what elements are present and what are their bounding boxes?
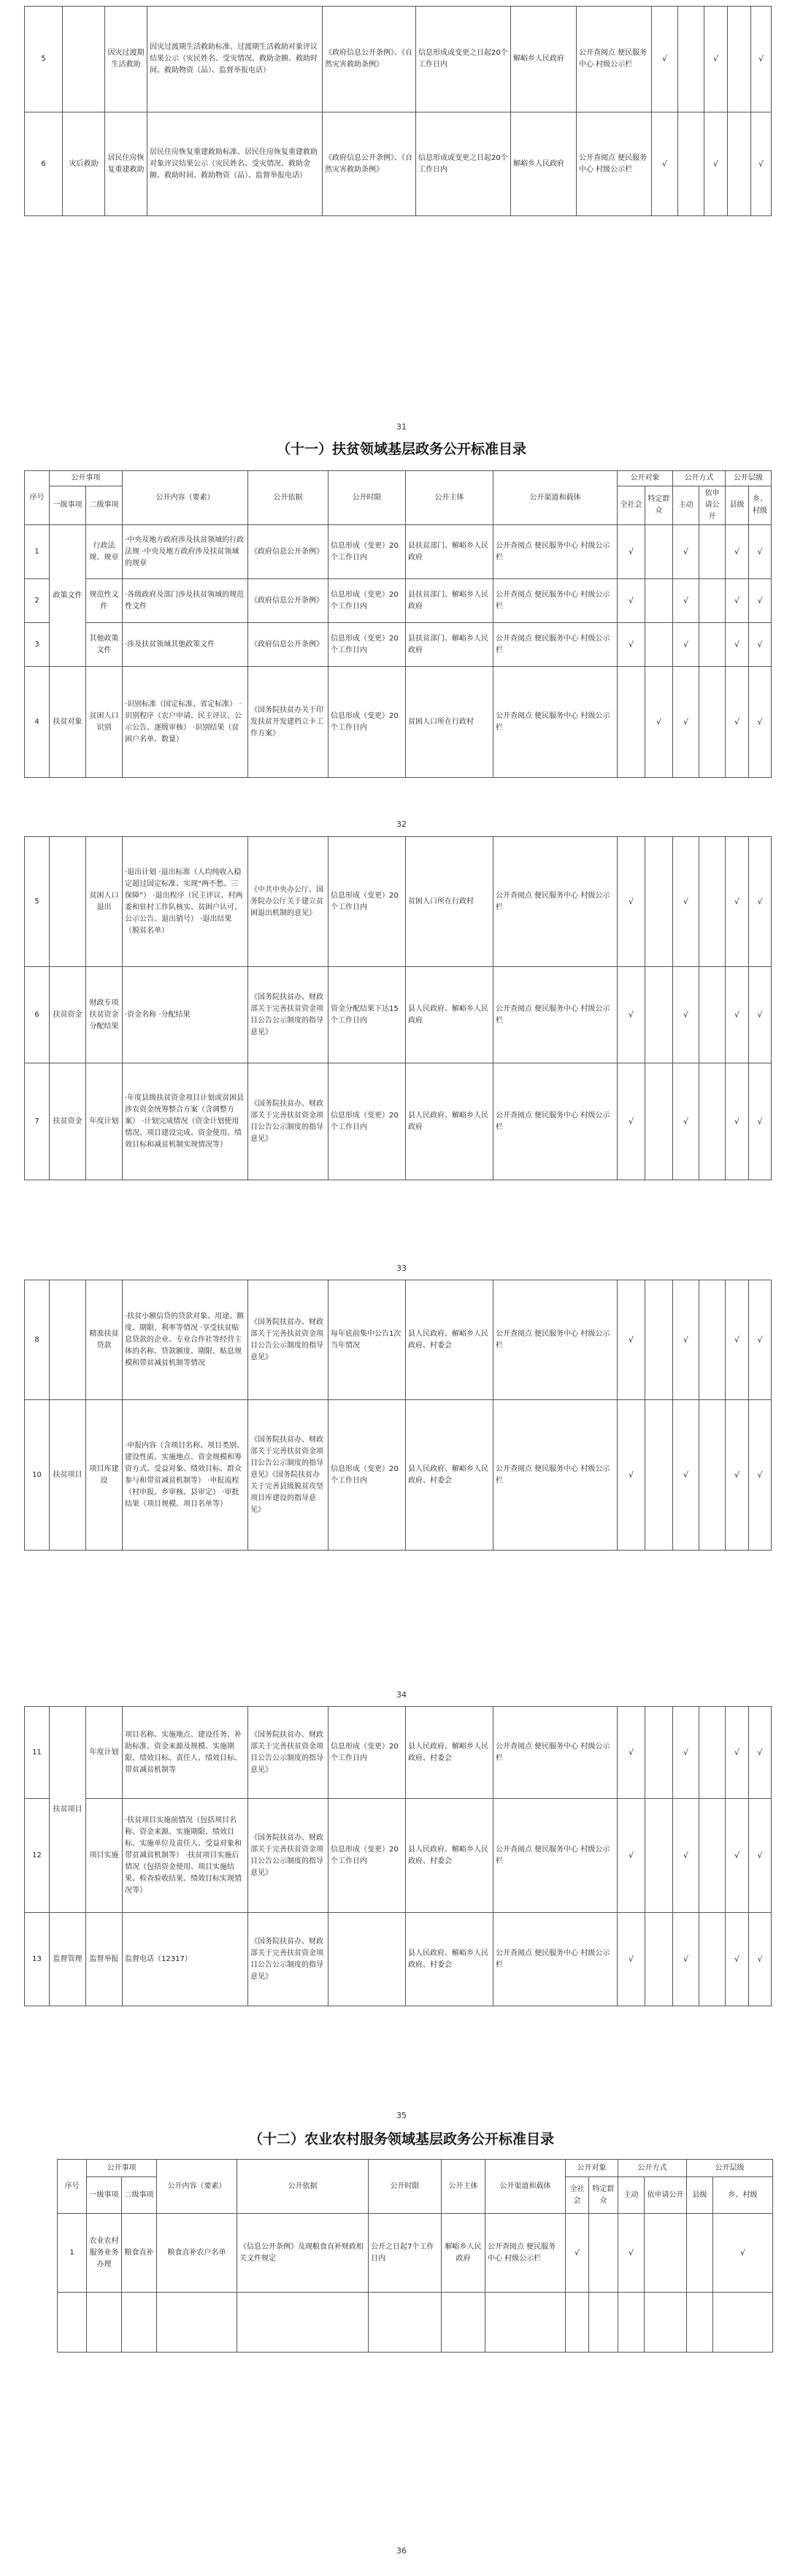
header-level: 公开层级 — [687, 2160, 773, 2177]
time-cell: 公开之日起7个工作日内 — [369, 2214, 442, 2293]
check-mark: √ — [673, 667, 699, 778]
check-mark: √ — [749, 967, 772, 1063]
basis-cell: 《政府信息公开条例》 — [248, 623, 328, 667]
header-no: 序号 — [58, 2160, 87, 2214]
header-channel: 公开渠道和载体 — [485, 2160, 566, 2214]
basis-cell: 《国务院扶贫办、财政部关于完善扶贫资金项目公告公示制度的指导意见》 — [248, 1913, 328, 2006]
time-cell: 信息形成（变更）20个工作日内 — [328, 667, 406, 778]
level1-item: 扶贫资金 — [50, 1063, 86, 1180]
row-number: 2 — [25, 579, 50, 623]
check-mark: √ — [673, 1400, 699, 1551]
subject-cell: 县人民政府、解峪乡人民政府、村委会 — [406, 1400, 493, 1551]
table-row-empty — [58, 2293, 773, 2353]
table-row — [58, 2214, 773, 2293]
row-number: 7 — [25, 1063, 50, 1180]
check-mark: √ — [749, 623, 772, 667]
row-number: 6 — [25, 112, 63, 216]
check-mark: √ — [618, 579, 645, 623]
header-way-active: 主动 — [618, 2177, 645, 2214]
subject-cell: 县人民政府、解峪乡人民政府、村委会 — [406, 1799, 493, 1913]
page-number: 36 — [396, 2546, 407, 2556]
table-row — [25, 112, 772, 216]
header-obj-specific: 特定群众 — [589, 2177, 618, 2214]
row-number: 1 — [25, 525, 50, 579]
check-mark: √ — [751, 7, 772, 112]
level2-item: 粮食直补 — [122, 2214, 157, 2293]
check-mark: √ — [749, 1280, 772, 1400]
subject-cell: 县扶贫部门、解峪乡人民政府 — [406, 579, 493, 623]
level2-item: 精准扶贫贷款 — [86, 1280, 123, 1400]
table-row — [25, 1063, 772, 1180]
check-mark: √ — [673, 967, 699, 1063]
row-number: 3 — [25, 623, 50, 667]
header-time: 公开时限 — [369, 2160, 442, 2214]
channel-cell: 公开查阅点 便民服务中心 村级公示栏 — [493, 1400, 618, 1551]
check-mark: √ — [618, 2214, 645, 2293]
time-cell: 信息形成或变更之日起20个工作日内 — [416, 7, 511, 112]
level1-item: 扶贫项目 — [50, 1707, 86, 1913]
level2-item: 年度计划 — [86, 1063, 123, 1180]
level2-item: 贫困人口识别 — [86, 667, 123, 778]
disaster-relief-table — [24, 6, 772, 216]
level1-item: 扶贫项目 — [50, 1400, 86, 1551]
level1-item: 灾后救助 — [63, 112, 105, 216]
subject-cell: 县人民政府、解峪乡人民政府 — [406, 967, 493, 1063]
row-number: 5 — [25, 7, 63, 112]
subject-cell: 解峪乡人民政府 — [511, 112, 577, 216]
page-number: 34 — [396, 1690, 407, 1700]
table-row — [25, 579, 772, 623]
content-cell: ·退出计划 ·退出标准（人均纯收入稳定超过国定标准、实现“两不愁、三保障”） ·退出程序（民主评议、村两委和驻村工作队核实、贫困户认可、公示公告、退出销号） ·退出结果（脱贫名单） — [123, 837, 248, 967]
basis-cell: 《国务院扶贫办、财政部关于完善扶贫资金项目公告公示制度的指导意见》 — [248, 1063, 328, 1180]
header-way-request: 依申请公开 — [645, 2177, 687, 2214]
content-cell: ·申报内容（含项目名称、项目类别、建设性质、实施地点、资金规模和筹资方式、受益对象、绩效目标、群众参与和带贫减贫机制等） ·申报流程（村申报、乡审核、县审定） ·审批结果（项目规模、项目名单等） — [123, 1400, 248, 1551]
level2-item: 项目库建设 — [86, 1400, 123, 1551]
subject-cell: 解峪乡人民政府 — [511, 7, 577, 112]
table-header-row — [58, 2160, 773, 2177]
check-mark: √ — [704, 112, 728, 216]
subject-cell: 县人民政府、解峪乡人民政府、村委会 — [406, 1707, 493, 1799]
check-mark: √ — [749, 525, 772, 579]
channel-cell: 公开查阅点 便民服务中心 村级公示栏 — [493, 837, 618, 967]
level1-item — [63, 7, 105, 112]
level1-item: 政策文件 — [50, 525, 86, 667]
time-cell: 信息形成（变更）20个工作日内 — [328, 623, 406, 667]
content-cell: 因灾过渡期生活救助标准、过渡期生活救助对象评议结果公示（灾民姓名、受灾情况、救助金额、救助时间、救助物资（品）、监督举报电话） — [147, 7, 323, 112]
basis-cell: 《政府信息公开条例》、《自然灾害救助条例》 — [323, 7, 416, 112]
header-object: 公开对象 — [618, 471, 673, 486]
time-cell — [328, 1913, 406, 2006]
header-content: 公开内容（要素） — [157, 2160, 237, 2214]
check-mark: √ — [726, 1799, 749, 1913]
check-mark: √ — [618, 525, 645, 579]
header-subject: 公开主体 — [406, 471, 493, 525]
header-lvl-county: 县级 — [687, 2177, 713, 2214]
check-mark: √ — [618, 1707, 645, 1799]
check-mark: √ — [726, 623, 749, 667]
basis-cell: 《信息公开条例》及现粮食直补财政相关文件规定 — [237, 2214, 369, 2293]
check-mark: √ — [673, 1799, 699, 1913]
channel-cell: 公开查阅点 便民服务中心 村级公示栏 — [493, 1799, 618, 1913]
table-header-row — [25, 471, 772, 486]
header-level: 公开层级 — [726, 471, 772, 486]
check-mark: √ — [704, 7, 728, 112]
page-number: 31 — [396, 422, 407, 432]
time-cell: 信息形成（变更）20个工作日内 — [328, 525, 406, 579]
header-obj-all: 全社会 — [566, 2177, 589, 2214]
check-mark: √ — [726, 1400, 749, 1551]
row-number: 13 — [25, 1913, 50, 2006]
page-number: 35 — [396, 2111, 407, 2120]
check-mark: √ — [726, 667, 749, 778]
subject-cell: 县扶贫部门、解峪乡人民政府 — [406, 525, 493, 579]
subject-cell: 县人民政府、解峪乡人民政府 — [406, 1063, 493, 1180]
content-cell: ·各级政府及部门涉及扶贫领域的规范性文件 — [123, 579, 248, 623]
row-number: 5 — [25, 837, 50, 967]
content-cell: ·扶贫小额信贷的贷款对象、用途、额度、期限、利率等情况 ·享受扶贫贴息贷款的企业、专业合作社等经营主体的名称、贷款额度、期限、贴息规模和带贫减贫机制等情况 — [123, 1280, 248, 1400]
level2-item: 监督举报 — [86, 1913, 123, 2006]
table-row — [25, 7, 772, 112]
level2-item: 行政法规、规章 — [86, 525, 123, 579]
poverty-table-page-31 — [24, 470, 772, 778]
page-number: 32 — [396, 819, 407, 829]
check-mark: √ — [726, 1913, 749, 2006]
content-cell: ·中央及地方政府涉及扶贫领域的行政法规 ·中央及地方政府涉及扶贫领域的规章 — [123, 525, 248, 579]
check-mark: √ — [751, 112, 772, 216]
content-cell: 粮食直补农户名单 — [157, 2214, 237, 2293]
time-cell: 信息形成（变更）20个工作日内 — [328, 837, 406, 967]
level2-item: 年度计划 — [86, 1707, 123, 1799]
channel-cell: 公开查阅点 便民服务中心 村级公示栏 — [493, 1707, 618, 1799]
content-cell: ·识别标准（国定标准、省定标准） ·识别程序（农户申请、民主评议、公示公告、逐级审核） ·识别结果（贫困户名单、数量） — [123, 667, 248, 778]
check-mark: √ — [618, 1280, 645, 1400]
level1-item: 扶贫对象 — [50, 667, 86, 778]
level1-item — [50, 837, 86, 967]
basis-cell: 《国务院扶贫办、财政部关于完善扶贫资金项目公告公示制度的指导意见》 — [248, 967, 328, 1063]
header-way-active: 主动 — [673, 486, 699, 525]
content-cell: 居民住房恢复重建救助标准、居民住房恢复重建救助对象评议结果公示（灾民姓名、受灾情况、救助金额、救助时间、救助物资（品）、监督举报电话） — [147, 112, 323, 216]
header-basis: 公开依据 — [237, 2160, 369, 2214]
check-mark: √ — [618, 1063, 645, 1180]
table-row — [25, 837, 772, 967]
content-cell: 监督电话（12317） — [123, 1913, 248, 2006]
channel-cell: 公开查阅点 便民服务中心 村级公示栏 — [493, 623, 618, 667]
check-mark: √ — [749, 667, 772, 778]
header-no: 序号 — [25, 471, 50, 525]
header-channel: 公开渠道和载体 — [493, 471, 618, 525]
level2-item: 项目实施 — [86, 1799, 123, 1913]
header-time: 公开时限 — [328, 471, 406, 525]
subject-cell: 县扶贫部门、解峪乡人民政府 — [406, 623, 493, 667]
channel-cell: 公开查阅点 便民服务中心 村级公示栏 — [493, 579, 618, 623]
basis-cell: 《国务院扶贫办、财政部关于完善扶贫资金项目公告公示制度的指导意见》 — [248, 1707, 328, 1799]
check-mark: √ — [749, 1707, 772, 1799]
check-mark: √ — [618, 1913, 645, 2006]
check-mark: √ — [673, 1707, 699, 1799]
check-mark: √ — [726, 837, 749, 967]
check-mark: √ — [726, 1280, 749, 1400]
check-mark: √ — [749, 837, 772, 967]
table-row — [25, 525, 772, 579]
row-number: 12 — [25, 1799, 50, 1913]
check-mark: √ — [726, 1707, 749, 1799]
section-12-title: （十二）农业农村服务领域基层政务公开标准目录 — [248, 2131, 554, 2147]
content-cell: ·资金名称 ·分配结果 — [123, 967, 248, 1063]
check-mark: √ — [618, 837, 645, 967]
level2-item: 其他政策文件 — [86, 623, 123, 667]
header-basis: 公开依据 — [248, 471, 328, 525]
check-mark: √ — [652, 112, 678, 216]
row-number: 8 — [25, 1280, 50, 1400]
content-cell: ·涉及扶贫领域其他政策文件 — [123, 623, 248, 667]
check-mark: √ — [726, 967, 749, 1063]
check-mark: √ — [749, 1913, 772, 2006]
channel-cell: 公开查阅点 便民服务中心 村级公示栏 — [493, 1280, 618, 1400]
level2-item: 因灾过渡期生活救助 — [105, 7, 147, 112]
header-lvl-village: 乡、村级 — [749, 486, 772, 525]
check-mark: √ — [673, 525, 699, 579]
basis-cell: 《政府信息公开条例》 — [248, 579, 328, 623]
basis-cell: 《政府信息公开条例》 — [248, 525, 328, 579]
time-cell: 信息形成（变更）20个工作日内 — [328, 1063, 406, 1180]
channel-cell: 公开查阅点 便民服务中心 村级公示栏 — [577, 7, 652, 112]
content-cell: ·年度县级扶贫资金项目计划或贫困县涉农资金统筹整合方案（含调整方案） ·计划完成情况（资金计划使用情况、项目建设完成、资金使用、绩效目标和减贫机制实现情况等） — [123, 1063, 248, 1180]
row-number: 11 — [25, 1707, 50, 1799]
check-mark: √ — [645, 667, 673, 778]
header-object: 公开对象 — [566, 2160, 618, 2177]
check-mark: √ — [726, 579, 749, 623]
time-cell: 信息形成或变更之日起20个工作日内 — [416, 112, 511, 216]
table-row — [25, 623, 772, 667]
check-mark: √ — [749, 1400, 772, 1551]
check-mark: √ — [652, 7, 678, 112]
basis-cell: 《国务院扶贫办、财政部关于完善扶贫资金项目公告公示制度的指导意见》 — [248, 1799, 328, 1913]
poverty-table-page-32 — [24, 836, 772, 1180]
check-mark: √ — [749, 1063, 772, 1180]
check-mark: √ — [726, 525, 749, 579]
channel-cell: 公开查阅点 便民服务中心 村级公示栏 — [493, 967, 618, 1063]
section-11-title: （十一）扶贫领域基层政务公开标准目录 — [276, 441, 526, 457]
level1-item: 扶贫资金 — [50, 967, 86, 1063]
channel-cell: 公开查阅点 便民服务中心 村级公示栏 — [493, 1913, 618, 2006]
check-mark: √ — [566, 2214, 589, 2293]
basis-cell: 《政府信息公开条例》、《自然灾害救助条例》 — [323, 112, 416, 216]
time-cell: 信息形成（变更）20个工作日内 — [328, 1707, 406, 1799]
content-cell: ·扶贫项目实施前情况（包括项目名称、资金来源、实施期限、绩效目标、实施单位及责任人、受益对象和带贫减贫机制等） ·扶贫项目实施后情况（包括资金使用、项目实施结果、检查验收结果、绩效目标实现情况等） — [123, 1799, 248, 1913]
header-subject: 公开主体 — [442, 2160, 485, 2214]
level1-item — [50, 1280, 86, 1400]
check-mark: √ — [618, 1400, 645, 1551]
channel-cell: 公开查阅点 便民服务中心 村级公示栏 — [577, 112, 652, 216]
header-items: 公开事项 — [87, 2160, 157, 2177]
check-mark: √ — [673, 837, 699, 967]
check-mark: √ — [749, 579, 772, 623]
check-mark: √ — [618, 967, 645, 1063]
table-row — [25, 1400, 772, 1551]
table-row — [25, 1280, 772, 1400]
level2-item: 居民住房恢复重建救助 — [105, 112, 147, 216]
level1-item: 农业农村服务业务办理 — [87, 2214, 122, 2293]
content-cell: 项目名称、实施地点、建设任务、补助标准、资金来源及规模、实施期限、绩效目标、责任人、绩效目标、带贫减贫机制等 — [123, 1707, 248, 1799]
header-items: 公开事项 — [50, 471, 123, 486]
agriculture-table — [57, 2159, 773, 2353]
time-cell: 资金分配结果下达15个工作日内 — [328, 967, 406, 1063]
header-obj-all: 全社会 — [618, 486, 645, 525]
check-mark: √ — [673, 1063, 699, 1180]
basis-cell: 《国务院扶贫办、财政部关于完善扶贫资金项目公告公示制度的指导意见》 — [248, 1280, 328, 1400]
header-content: 公开内容（要素） — [123, 471, 248, 525]
basis-cell: 《国务院扶贫办关于印发扶贫开发建档立卡工作方案》 — [248, 667, 328, 778]
channel-cell: 公开查阅点 便民服务中心 村级公示栏 — [493, 525, 618, 579]
check-mark: √ — [673, 1280, 699, 1400]
page-number: 33 — [396, 1264, 407, 1273]
level1-item: 监督管理 — [50, 1913, 86, 2006]
header-way: 公开方式 — [673, 471, 726, 486]
row-number: 1 — [58, 2214, 87, 2293]
poverty-table-page-34 — [24, 1706, 772, 2006]
header-lvl-village: 乡、村级 — [713, 2177, 773, 2214]
level2-item: 财政专项扶贫资金分配结果 — [86, 967, 123, 1063]
header-level1: 一级事项 — [50, 486, 86, 525]
table-row — [25, 667, 772, 778]
header-lvl-county: 县级 — [726, 486, 749, 525]
row-number: 4 — [25, 667, 50, 778]
check-mark: √ — [726, 1063, 749, 1180]
row-number: 6 — [25, 967, 50, 1063]
subject-cell: 县人民政府、解峪乡人民政府、村委会 — [406, 1280, 493, 1400]
header-way: 公开方式 — [618, 2160, 687, 2177]
level2-item: 贫困人口退出 — [86, 837, 123, 967]
basis-cell: 《国务院扶贫办、财政部关于完善扶贫资金项目公告公示制度的指导意见》《国务院扶贫办关于完善县级脱贫攻坚项目库建设的指导意见》 — [248, 1400, 328, 1551]
time-cell: 信息形成（变更）20个工作日内 — [328, 579, 406, 623]
subject-cell: 解峪乡人民政府 — [442, 2214, 485, 2293]
header-level2: 二级事项 — [86, 486, 123, 525]
check-mark: √ — [618, 1799, 645, 1913]
time-cell: 每年底前集中公告1次当年情况 — [328, 1280, 406, 1400]
check-mark: √ — [673, 579, 699, 623]
header-level2: 二级事项 — [122, 2177, 157, 2214]
subject-cell: 县人民政府、解峪乡人民政府、村委会 — [406, 1913, 493, 2006]
time-cell: 信息形成（变更）20个工作日内 — [328, 1799, 406, 1913]
check-mark: √ — [673, 1913, 699, 2006]
check-mark: √ — [673, 623, 699, 667]
table-row — [25, 1913, 772, 2006]
check-mark: √ — [618, 623, 645, 667]
header-level1: 一级事项 — [87, 2177, 122, 2214]
channel-cell: 公开查阅点 便民服务中心 村级公示栏 — [493, 667, 618, 778]
channel-cell: 公开查阅点 便民服务中心 村级公示栏 — [485, 2214, 566, 2293]
check-mark: √ — [749, 1799, 772, 1913]
time-cell: 信息形成（变更）20个工作日内 — [328, 1400, 406, 1551]
basis-cell: 《中共中央办公厅、国务院办公厅关于建立贫困退出机制的意见》 — [248, 837, 328, 967]
channel-cell: 公开查阅点 便民服务中心 村级公示栏 — [493, 1063, 618, 1180]
poverty-table-page-33 — [24, 1280, 772, 1551]
check-mark: √ — [713, 2214, 773, 2293]
header-obj-specific: 特定群众 — [645, 486, 673, 525]
level2-item: 规范性文件 — [86, 579, 123, 623]
table-row — [25, 1707, 772, 1799]
table-row — [25, 1799, 772, 1913]
subject-cell: 贫困人口所在行政村 — [406, 837, 493, 967]
subject-cell: 贫困人口所在行政村 — [406, 667, 493, 778]
table-row — [25, 967, 772, 1063]
row-number: 10 — [25, 1400, 50, 1551]
header-way-request: 依申请公开 — [699, 486, 726, 525]
